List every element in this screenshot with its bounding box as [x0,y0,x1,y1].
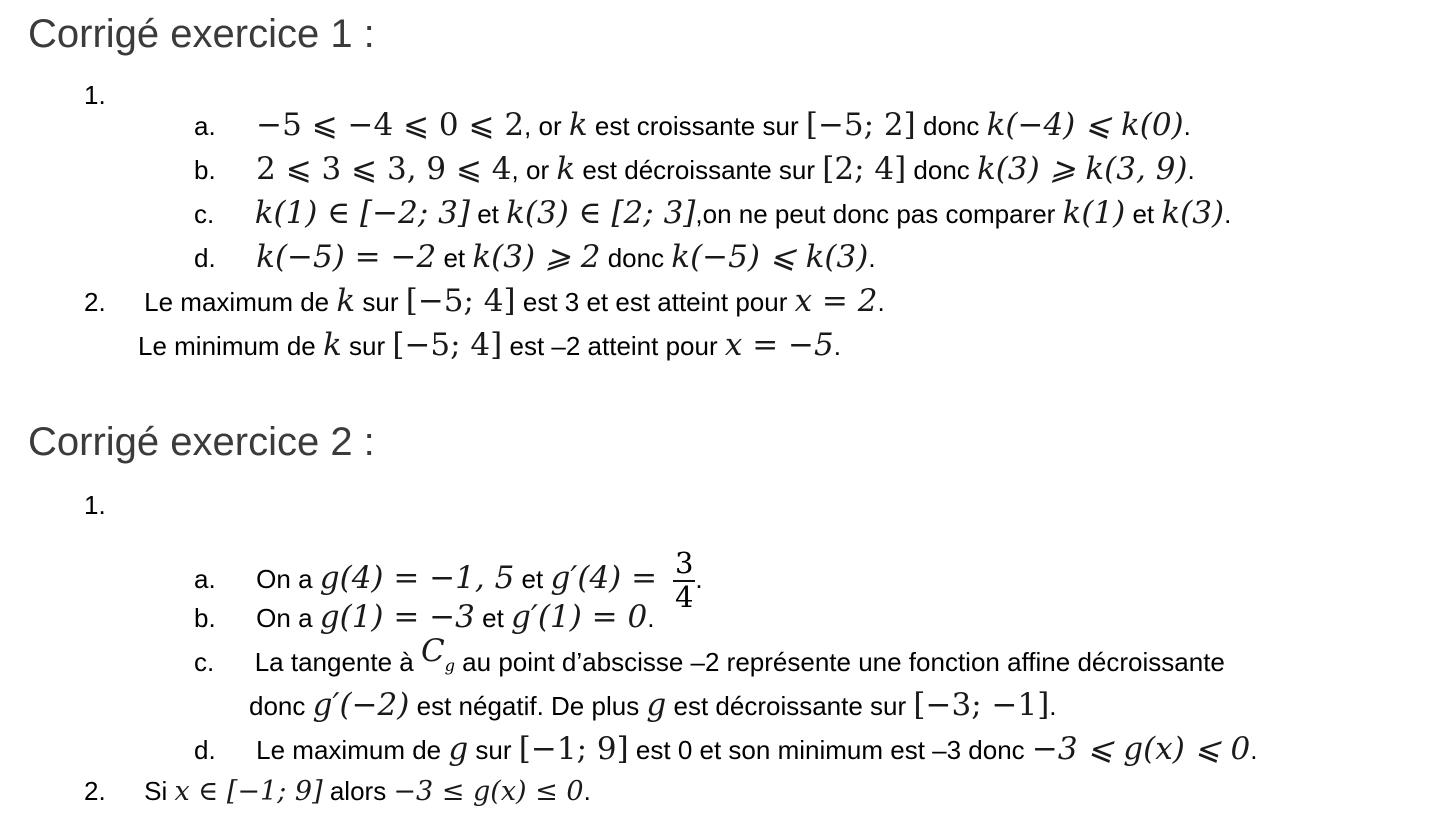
question-2-number: 2. [84,287,106,317]
text: . [877,287,885,317]
math-expression: k(1) ∈ [−2; 3] [254,195,470,231]
fraction-numerator: 3 [674,546,694,580]
text: . [868,243,876,273]
item-1c [194,195,1232,231]
text: et [469,199,507,229]
item-label: d. [194,243,216,273]
item-label: a. [194,563,216,594]
item-1a [194,107,1191,143]
item-label: b. [194,155,216,185]
text: est croissante sur [587,111,806,141]
math-g: g [448,731,469,767]
math-k: k [556,151,576,187]
math-curve: C [420,633,445,669]
math-expression: g′(−2) [312,687,410,723]
math-expression: k(−5) = −2 [256,239,437,275]
text: et [474,603,512,633]
text: sur [355,287,406,317]
text: . [1049,691,1057,721]
text: est décroissante sur [666,691,914,721]
text: , or [511,155,557,185]
text: Le maximum de [144,287,337,317]
text: . [583,776,591,806]
item-label: b. [194,603,216,633]
exercise-2-title: Corrigé exercice 2 : [28,420,375,464]
fraction-denominator: 4 [674,579,694,614]
text: . [647,603,655,633]
item-1b [194,151,1195,187]
text: , or [524,111,569,141]
text: alors [322,776,394,806]
text: donc [915,111,987,141]
math-expression: x = −5 [724,327,834,363]
exercise-1-title: Corrigé exercice 1 : [28,12,375,56]
item-2d [194,731,1258,767]
text: . [1250,735,1258,765]
math-interval: [2; 4] [822,151,907,187]
math-k: k [336,283,356,319]
math-expression: x ∈ [−1; 9] [174,776,323,807]
text: . [1187,155,1195,185]
text: et [514,563,551,594]
text: donc [600,243,672,273]
text: On a [256,563,320,594]
math-interval: [−3; −1] [913,687,1050,723]
fraction [673,548,695,614]
math-expression: g′(1) = 0 [511,599,648,635]
question-2-number: 2. [84,776,106,806]
text: est décroissante sur [575,155,823,185]
text: . [833,331,841,361]
text: La tangente à [254,647,421,677]
item-2c-line-2 [249,687,1057,723]
math-comparison: k(3) ⩾ k(3, 9) [977,151,1188,187]
text: On a [256,603,320,633]
question-1-number: 1. [84,80,106,110]
text: Le minimum de [138,331,323,361]
question-2 [84,778,591,805]
item-2b [194,599,655,635]
math-inequality: 2 ⩽ 3 ⩽ 3, 9 ⩽ 4 [256,151,512,187]
text: . [695,563,703,594]
math-interval: [−5; 4] [405,283,516,319]
math-expression: x = 2 [794,283,878,319]
math-comparison: k(−4) ⩽ k(0) [986,107,1184,143]
math-g: g [646,687,667,723]
math-subscript: g [444,656,455,676]
text: Si [144,776,175,806]
math-interval: [−1; 9] [518,731,629,767]
text: sur [341,331,393,361]
math-interval: [−5; 4] [392,327,503,363]
math-k: k [322,327,342,363]
text: est 3 et est atteint pour [515,287,795,317]
math-expression: k(3) [1161,195,1225,231]
math-expression: g′(4) = [550,559,667,596]
text: donc [906,155,978,185]
math-expression: g(4) = −1, 5 [319,559,515,596]
math-inequality: −3 ⩽ g(x) ⩽ 0 [1031,731,1251,767]
text: et [1125,199,1162,229]
math-expression: k(3) ∈ [2; 3] [506,195,696,231]
text: Le maximum de [256,735,449,765]
text: et [436,243,473,273]
question-2-line-1 [84,283,885,319]
math-inequality: −3 ≤ g(x) ≤ 0 [393,776,584,807]
item-1d [194,239,876,275]
question-1-number: 1. [84,490,106,520]
math-interval: [−5; 2] [805,107,916,143]
item-label: a. [194,111,216,141]
math-k: k [568,107,588,143]
text: . [1224,199,1232,229]
item-label: d. [194,735,216,765]
text: est négatif. De plus [409,691,647,721]
text: au point d’abscisse –2 représente une fonction affine décroissante [454,647,1225,677]
text: . [1183,111,1191,141]
question-2-line-2 [138,327,841,363]
item-label: c. [194,199,215,229]
text: sur [468,735,519,765]
math-expression: k(1) [1062,195,1126,231]
item-2c-line-1 [194,633,1225,680]
math-inequality: −5 ⩽ −4 ⩽ 0 ⩽ 2 [256,107,525,143]
math-expression: k(3) ⩾ 2 [472,239,601,275]
item-label: c. [194,647,215,677]
text: est –2 atteint pour [502,331,725,361]
text: donc [249,691,313,721]
text: ,on ne peut donc pas comparer [695,199,1063,229]
math-comparison: k(−5) ⩽ k(3) [671,239,869,275]
text: est 0 et son minimum est –3 donc [628,735,1032,765]
math-expression: g(1) = −3 [319,599,475,635]
